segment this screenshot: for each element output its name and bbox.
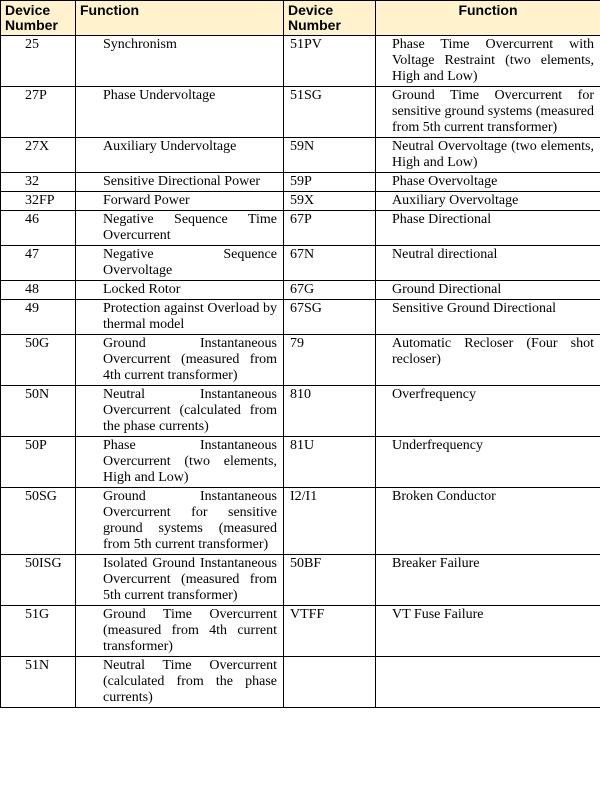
function-cell: Auxiliary Undervoltage [76, 138, 284, 173]
function-cell: Sensitive Directional Power [76, 173, 284, 192]
device-number-cell: 49 [1, 300, 76, 335]
function-cell: Neutral Time Overcurrent (calculated from the phase currents) [76, 657, 284, 708]
device-number-cell: 50ISG [1, 555, 76, 606]
function-cell: Automatic Recloser (Four shot recloser) [376, 335, 600, 386]
device-number-cell: 59P [284, 173, 376, 192]
table-row [1, 300, 600, 335]
header-device-number-1: Device Number [1, 1, 76, 36]
table-row [1, 246, 600, 281]
table-row [1, 211, 600, 246]
header-row [1, 1, 600, 36]
device-number-cell: 27X [1, 138, 76, 173]
table-row [1, 192, 600, 211]
device-number-cell: 50BF [284, 555, 376, 606]
device-number-cell: 67SG [284, 300, 376, 335]
function-cell: Sensitive Ground Directional [376, 300, 600, 335]
table-row [1, 386, 600, 437]
header-device-number-2: Device Number [284, 1, 376, 36]
header-function-1: Function [76, 1, 284, 36]
function-cell: Phase Instantaneous Overcurrent (two elements, High and Low) [76, 437, 284, 488]
device-number-cell: 50P [1, 437, 76, 488]
function-cell: Locked Rotor [76, 281, 284, 300]
table-row [1, 138, 600, 173]
function-cell: Ground Instantaneous Overcurrent for sensitive ground systems (measured from 5th current transformer) [76, 488, 284, 555]
device-number-cell: 59N [284, 138, 376, 173]
device-number-cell: 51N [1, 657, 76, 708]
table-row [1, 173, 600, 192]
device-number-cell: 50N [1, 386, 76, 437]
device-number-cell: 50SG [1, 488, 76, 555]
function-cell: Negative Sequence Time Overcurrent [76, 211, 284, 246]
device-number-cell: 67G [284, 281, 376, 300]
table-row [1, 657, 600, 708]
device-number-cell: 67N [284, 246, 376, 281]
function-cell: Underfrequency [376, 437, 600, 488]
function-cell: Isolated Ground Instantaneous Overcurrent (measured from 5th current transformer) [76, 555, 284, 606]
function-cell: Neutral Overvoltage (two elements, High and Low) [376, 138, 600, 173]
device-number-cell: 51SG [284, 87, 376, 138]
table-row [1, 335, 600, 386]
device-number-cell [284, 657, 376, 708]
table-row [1, 606, 600, 657]
device-number-cell: 810 [284, 386, 376, 437]
function-cell: VT Fuse Failure [376, 606, 600, 657]
table-row [1, 87, 600, 138]
function-cell: Neutral directional [376, 246, 600, 281]
device-number-cell: 27P [1, 87, 76, 138]
device-number-cell: 81U [284, 437, 376, 488]
function-cell: Phase Directional [376, 211, 600, 246]
function-cell: Auxiliary Overvoltage [376, 192, 600, 211]
device-number-cell: 47 [1, 246, 76, 281]
device-number-cell: 59X [284, 192, 376, 211]
function-cell: Forward Power [76, 192, 284, 211]
device-number-cell: 79 [284, 335, 376, 386]
function-cell: Ground Time Overcurrent for sensitive ground systems (measured from 5th current transformer) [376, 87, 600, 138]
function-cell: Ground Directional [376, 281, 600, 300]
table-row [1, 555, 600, 606]
device-number-cell: 25 [1, 36, 76, 87]
function-cell: Synchronism [76, 36, 284, 87]
function-cell: Broken Conductor [376, 488, 600, 555]
function-cell: Protection against Overload by thermal model [76, 300, 284, 335]
function-cell: Neutral Instantaneous Overcurrent (calculated from the phase currents) [76, 386, 284, 437]
device-number-cell: 32 [1, 173, 76, 192]
device-number-cell: 67P [284, 211, 376, 246]
device-number-cell: 46 [1, 211, 76, 246]
function-cell: Phase Time Overcurrent with Voltage Restraint (two elements, High and Low) [376, 36, 600, 87]
device-number-cell: 51PV [284, 36, 376, 87]
device-number-cell: 51G [1, 606, 76, 657]
table-row [1, 488, 600, 555]
function-cell: Breaker Failure [376, 555, 600, 606]
function-cell: Phase Undervoltage [76, 87, 284, 138]
header-function-2: Function [376, 1, 600, 36]
device-number-cell: 32FP [1, 192, 76, 211]
function-cell [376, 657, 600, 708]
function-cell: Ground Instantaneous Overcurrent (measured from 4th current transformer) [76, 335, 284, 386]
function-cell: Overfrequency [376, 386, 600, 437]
device-number-cell: VTFF [284, 606, 376, 657]
table-row [1, 281, 600, 300]
device-number-cell: 48 [1, 281, 76, 300]
function-cell: Phase Overvoltage [376, 173, 600, 192]
device-number-cell: 50G [1, 335, 76, 386]
function-cell: Negative Sequence Overvoltage [76, 246, 284, 281]
table-row [1, 36, 600, 87]
table-row [1, 437, 600, 488]
device-number-cell: I2/I1 [284, 488, 376, 555]
function-cell: Ground Time Overcurrent (measured from 4th current transformer) [76, 606, 284, 657]
